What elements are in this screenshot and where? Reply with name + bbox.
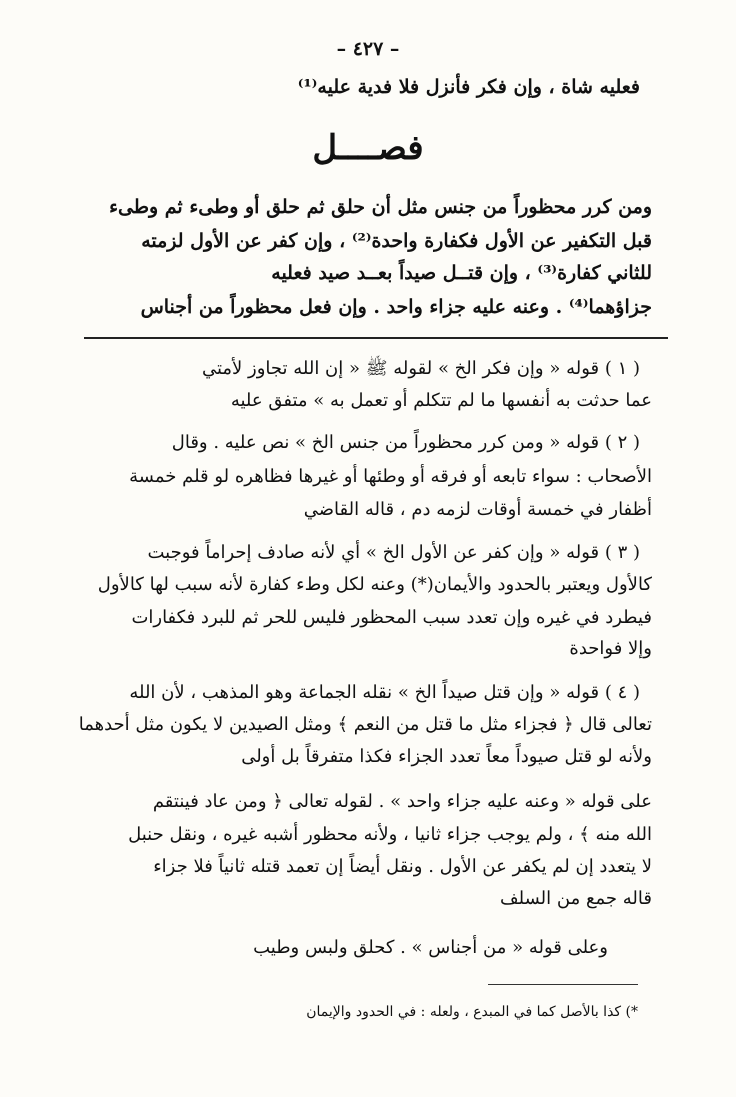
main-text-line: قبل التكفير عن الأول فكفارة واحدة⁽²⁾ ، وإن كفر عن الأول لزمته — [141, 230, 652, 252]
note-line: كالأول ويعتبر بالحدود والأيمان(*) وعنه لكل وطء كفارة لأنه سبب لها كالأول — [97, 574, 652, 595]
note-line: ( ١ ) قوله « وإن فكر الخ » لقوله ﷺ « إن الله تجاوز لأمتي — [201, 358, 640, 379]
intro-line: فعليه شاة ، وإن فكر فأنزل فلا فدية عليه⁽¹⁾ — [297, 76, 640, 98]
commentary-divider — [84, 337, 668, 339]
note-line: قاله جمع من السلف — [500, 888, 652, 909]
note-line: ولأنه لو قتل صيوداً معاً تعدد الجزاء فكذا متفرقاً بل أولى — [241, 746, 652, 767]
note-line: وعلى قوله « من أجناس » . كحلق ولبس وطيب — [253, 937, 608, 958]
main-text-line: ومن كرر محظوراً من جنس مثل أن حلق ثم حلق أو وطىء ثم وطىء — [109, 196, 652, 218]
note-line: فيطرد في غيره وإن تعدد سبب المحظور فليس للحر ثم للبرد فكفارات — [131, 607, 652, 628]
note-line: ( ٣ ) قوله « وإن كفر عن الأول الخ » أي لأنه صادف إحراماً فوجبت — [147, 542, 640, 563]
section-heading: فصــــل — [312, 128, 424, 168]
note-line: على قوله « وعنه عليه جزاء واحد » . لقوله تعالى ﴿ ومن عاد فينتقم — [152, 791, 652, 812]
note-line: الأصحاب : سواء تابعه أو فرقه أو وطئها أو غيرها فظاهره لو قلم خمسة — [129, 466, 652, 487]
note-line: تعالى قال ﴿ فجزاء مثل ما قتل من النعم ﴾ ومثل الصيدين لا يكون مثل أحدهما — [78, 714, 652, 735]
note-line: لا يتعدد إن لم يكفر عن الأول . ونقل أيضاً إن تعمد قتله ثانياً فلا جزاء — [153, 856, 652, 877]
main-text-line: جزاؤهما⁽⁴⁾ . وعنه عليه جزاء واحد . وإن فعل محظوراً من أجناس — [140, 296, 652, 318]
note-line: عما حدثت به أنفسها ما لم تتكلم أو تعمل به » متفق عليه — [230, 390, 652, 411]
note-line: ( ٤ ) قوله « وإن قتل صيداً الخ » نقله الجماعة وهو المذهب ، لأن الله — [129, 682, 640, 703]
note-line: وإلا فواحدة — [569, 638, 652, 659]
note-line: ( ٢ ) قوله « ومن كرر محظوراً من جنس الخ » نص عليه . وقال — [171, 432, 640, 453]
main-text-line: للثاني كفارة⁽³⁾ ، وإن قتــل صيداً بعــد صيد فعليه — [271, 262, 652, 284]
note-line: أظفار في خمسة أوقات لزمه دم ، قاله القاضي — [303, 499, 652, 520]
note-line: الله منه ﴾ ، ولم يوجب جزاء ثانيا ، ولأنه محظور أشبه غيره ، ونقل حنبل — [128, 824, 652, 845]
page-number: – ٤٢٧ – — [336, 38, 400, 60]
footnote: *) كذا بالأصل كما في المبدع ، ولعله : في الحدود والإيمان — [306, 1004, 638, 1020]
footnote-divider — [488, 984, 638, 985]
